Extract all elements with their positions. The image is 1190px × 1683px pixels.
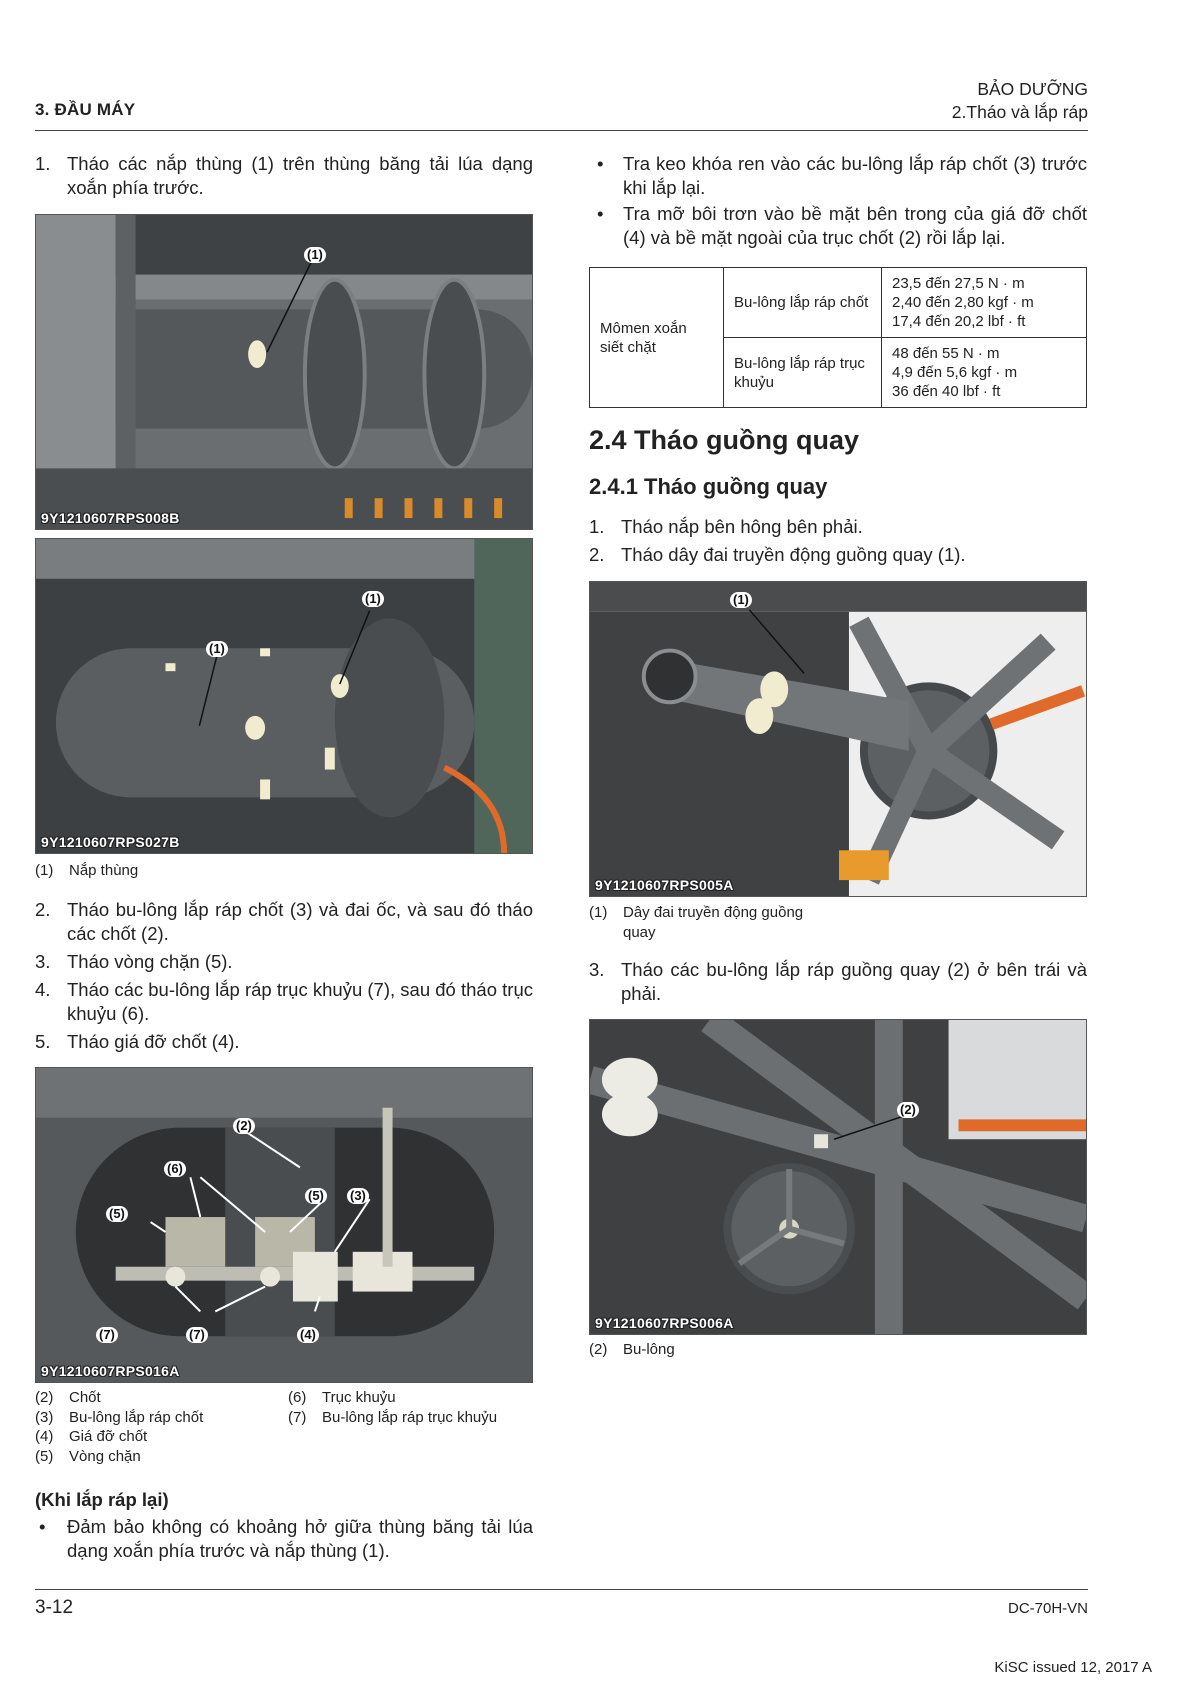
auger-housing-graphic — [36, 539, 532, 853]
callout-7b: (7) — [186, 1327, 208, 1343]
photo-reel-drive-belt — [589, 581, 1087, 897]
caption-text: Bu-lông — [623, 1341, 675, 1358]
callout-5a: (5) — [106, 1206, 128, 1222]
callout-6: (6) — [164, 1161, 186, 1177]
step-number: 1. — [589, 516, 605, 537]
step-number: 4. — [35, 979, 51, 1000]
step-text: Tháo vòng chặn (5). — [67, 951, 233, 972]
reel-bolts-graphic — [590, 1020, 1086, 1334]
torque-values — [882, 338, 1087, 408]
step-3-reel — [589, 958, 1087, 1010]
caption-text: Nắp thùng — [69, 862, 139, 879]
step-number: 2. — [589, 544, 605, 565]
figure-id: 9Y1210607RPS016A — [41, 1363, 180, 1379]
figure-id: 9Y1210607RPS027B — [41, 834, 180, 850]
caption-number: (1) — [35, 862, 54, 879]
step-1 — [35, 152, 533, 204]
reassembly-bullets — [589, 152, 1087, 252]
figure-id: 9Y1210607RPS008B — [41, 510, 180, 526]
step-text: Tháo dây đai truyền động guồng quay (1). — [621, 544, 966, 565]
caption-text: Bu-lông lắp ráp trục khuỷu — [322, 1408, 498, 1426]
caption-text: Dây đai truyền động guồng quay — [623, 904, 804, 941]
torque-value-nm: 48 đến 55 N · m — [892, 345, 1000, 362]
section-heading: 2.4 Tháo guồng quay — [589, 425, 860, 455]
callout-1: (1) — [730, 592, 752, 608]
step-number: 2. — [35, 899, 51, 920]
step-text: Tháo bu-lông lắp ráp chốt (3) và đai ốc, và sau đó tháo các chốt (2). — [67, 899, 533, 944]
caption-text: Trục khuỷu — [322, 1389, 396, 1406]
caption-number: (2) — [589, 1341, 608, 1358]
caption-text: Bu-lông lắp ráp chốt — [69, 1408, 204, 1426]
callout-2: (2) — [897, 1102, 919, 1118]
torque-label: Mômen xoắn siết chặt — [590, 268, 724, 408]
callout-2: (2) — [233, 1118, 255, 1134]
torque-value-lbf: 17,4 đến 20,2 lbf · ft — [892, 313, 1026, 330]
callout-1a: (1) — [362, 591, 384, 607]
bullet-icon: • — [597, 153, 604, 174]
bullet-icon: • — [597, 203, 604, 224]
photo-crankshaft — [35, 1067, 533, 1383]
torque-item: Bu-lông lắp ráp trục khuỷu — [724, 338, 882, 408]
torque-values — [882, 268, 1087, 338]
issue-note: KiSC issued 12, 2017 A — [994, 1659, 1152, 1676]
caption-number: (1) — [589, 904, 608, 921]
photo-reel-bolts — [589, 1019, 1087, 1335]
chapter-header — [952, 78, 1088, 124]
photo-auger-covers — [35, 214, 533, 530]
callout-7a: (7) — [96, 1327, 118, 1343]
caption-number: (7) — [288, 1408, 307, 1426]
chapter-subtitle: 2.Tháo và lắp ráp — [951, 102, 1088, 122]
caption-figure-3-col1 — [35, 1388, 203, 1466]
section-title: 3. ĐẦU MÁY — [35, 100, 136, 119]
step-number: 5. — [35, 1031, 51, 1052]
chapter-title: BẢO DƯỠNG — [977, 79, 1088, 99]
auger-photo-graphic — [36, 215, 532, 529]
callout-1b: (1) — [206, 641, 228, 657]
torque-value-kgf: 4,9 đến 5,6 kgf · m — [892, 364, 1018, 381]
step-text: Tháo các nắp thùng (1) trên thùng băng tải lúa dạng xoắn phía trước. — [67, 153, 533, 198]
caption-number: (2) — [35, 1389, 54, 1406]
step-text: Tháo các bu-lông lắp ráp guồng quay (2) ở bên trái và phải. — [621, 959, 1087, 1004]
reel-drive-graphic — [590, 582, 1086, 896]
caption-number: (6) — [288, 1389, 307, 1406]
torque-value-kgf: 2,40 đến 2,80 kgf · m — [892, 294, 1034, 311]
bullet-text: Tra keo khóa ren vào các bu-lông lắp ráp chốt (3) trước khi lắp lại. — [623, 153, 1087, 198]
bullet-icon: • — [39, 1516, 46, 1537]
step-text: Tháo nắp bên hông bên phải. — [621, 516, 863, 537]
subsection-heading: 2.4.1 Tháo guồng quay — [589, 474, 828, 499]
step-text: Tháo các bu-lông lắp ráp trục khuỷu (7), sau đó tháo trục khuỷu (6). — [67, 979, 533, 1024]
document-code: DC-70H-VN — [1007, 1600, 1088, 1617]
step-number: 1. — [35, 153, 51, 174]
reassembly-notes — [35, 1515, 533, 1565]
torque-item: Bu-lông lắp ráp chốt — [724, 268, 882, 338]
bullet-text: Đảm bảo không có khoảng hở giữa thùng băng tải lúa dạng xoắn phía trước và nắp thùng (1). — [67, 1516, 533, 1561]
torque-value-lbf: 36 đến 40 lbf · ft — [892, 383, 1001, 400]
caption-figure-5 — [589, 1340, 675, 1360]
header-rule — [35, 130, 1088, 131]
page-number: 3-12 — [35, 1597, 74, 1618]
table-row — [590, 268, 1087, 338]
caption-figure-3-col2 — [288, 1388, 497, 1427]
caption-figure-4 — [589, 903, 829, 942]
caption-text: Giá đỡ chốt — [69, 1428, 148, 1445]
figure-id: 9Y1210607RPS006A — [595, 1315, 734, 1331]
photo-auger-housing — [35, 538, 533, 854]
torque-table — [589, 267, 1087, 408]
caption-number: (3) — [35, 1408, 54, 1426]
caption-number: (5) — [35, 1447, 54, 1465]
caption-text: Vòng chặn — [69, 1447, 141, 1465]
steps-1-2-reel — [589, 515, 1087, 571]
caption-number: (4) — [35, 1428, 54, 1445]
callout-1: (1) — [304, 247, 326, 263]
torque-value-nm: 23,5 đến 27,5 N · m — [892, 275, 1025, 292]
reassembly-heading: (Khi lắp ráp lại) — [35, 1489, 169, 1510]
steps-2-5 — [35, 898, 533, 1058]
bullet-text: Tra mỡ bôi trơn vào bề mặt bên trong của giá đỡ chốt (4) và bề mặt ngoài của trục chốt (2) rồi lắp lại. — [623, 203, 1087, 248]
figure-id: 9Y1210607RPS005A — [595, 877, 734, 893]
callout-5b: (5) — [305, 1188, 327, 1204]
caption-text: Chốt — [69, 1389, 101, 1406]
step-number: 3. — [35, 951, 51, 972]
step-text: Tháo giá đỡ chốt (4). — [67, 1031, 240, 1052]
callout-3: (3) — [347, 1188, 369, 1204]
step-number: 3. — [589, 959, 605, 980]
callout-4: (4) — [297, 1327, 319, 1343]
caption-figure-2 — [35, 861, 138, 881]
footer-rule — [35, 1589, 1088, 1590]
